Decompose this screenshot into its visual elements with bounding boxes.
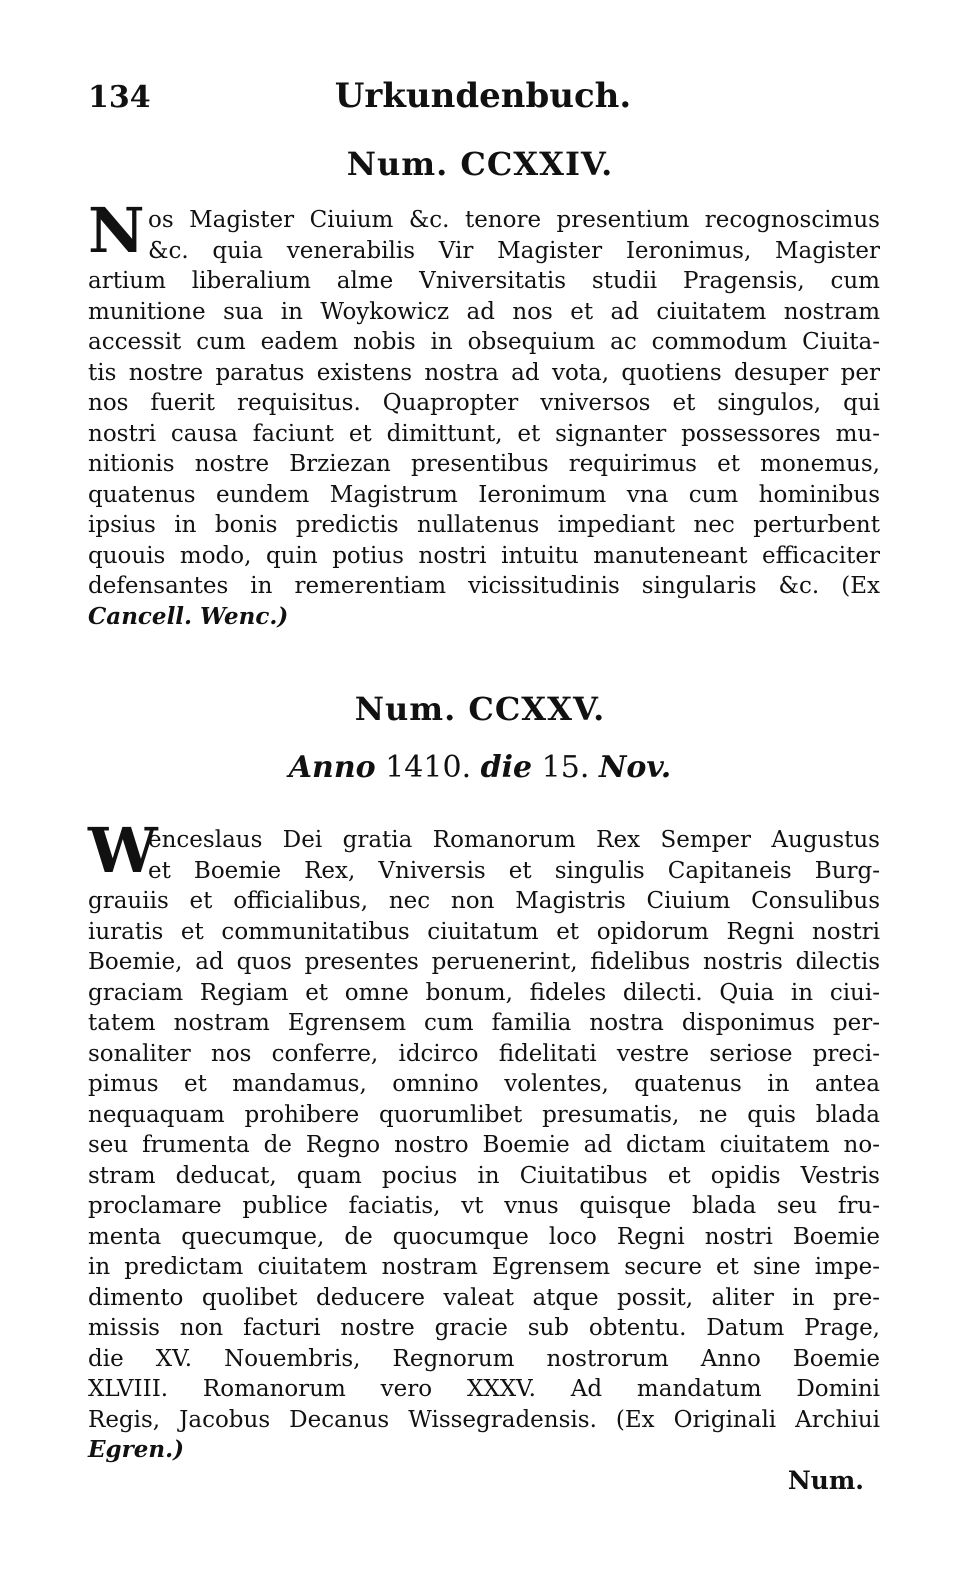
text-line: nitionis nostre Brziezan presentibus requirimus et monemus, [88, 451, 880, 477]
text-line: nequaquam prohibere quorumlibet presumatis, ne quis blada [88, 1101, 880, 1128]
text-line: proclamare publice faciatis, vt vnus quisque blada seu fru- [88, 1193, 880, 1219]
catchword: Num. [787, 1466, 864, 1495]
text-line: os Magister Ciuium &c. tenore presentium recognoscimus [148, 207, 880, 233]
text-line: stram deducat, quam pocius in Ciuitatibus et opidis Vestris [88, 1162, 880, 1189]
text-line: die XV. Nouembris, Regnorum nostrorum Anno Boemie [88, 1345, 880, 1372]
text-line: quatenus eundem Magistrum Ieronimum vna cum hominibus [88, 481, 880, 508]
text-line: dimento quolibet deducere valeat atque possit, aliter in pre- [88, 1284, 880, 1311]
text-line: Regis, Jacobus Decanus Wissegradensis. (Ex Originali Archiui [88, 1406, 880, 1433]
text-line: sonaliter nos conferre, idcirco fidelitati vestre seriose preci- [88, 1040, 880, 1067]
date-year: 1410. [385, 750, 472, 785]
date-anno: Anno [288, 750, 376, 785]
text-line: XLVIII. Romanorum vero XXXV. Ad mandatum Domini [88, 1376, 880, 1402]
source-citation: Cancell. Wenc.) [88, 602, 289, 630]
text-line: tatem nostram Egrensem cum familia nostra disponimus per- [88, 1010, 880, 1036]
drop-cap-initial: N [88, 194, 145, 267]
source-citation: Egren.) [88, 1436, 184, 1463]
page-number: 134 [88, 80, 151, 115]
page-header [88, 72, 878, 132]
text-line: artium liberalium alme Vniversitatis studii Pragensis, cum [88, 268, 880, 294]
text-line: tis nostre paratus existens nostra ad vota, quotiens desuper per [88, 359, 880, 386]
text-line: menta quecumque, de quocumque loco Regni nostri Boemie [88, 1223, 880, 1250]
document-text-ccxxv [88, 825, 880, 1466]
text-line: et Boemie Rex, Vniversis et singulis Capitaneis Burg- [148, 857, 880, 884]
text-line: ipsius in bonis predictis nullatenus impediant nec perturbent [88, 512, 880, 538]
text-line: munitione sua in Woykowicz ad nos et ad ciuitatem nostram [88, 298, 880, 325]
text-line: seu frumenta de Regno nostro Boemie ad dictam ciuitatem no- [88, 1132, 880, 1158]
text-line: &c. quia venerabilis Vir Magister Ieronimus, Magister [148, 237, 880, 264]
document-heading-ccxxv: Num. CCXXV. [354, 690, 606, 728]
text-line: defensantes in remerentiam vicissitudinis singularis &c. (Ex [88, 573, 880, 599]
document-text-ccxxiv [88, 205, 880, 632]
text-line: pimus et mandamus, omnino volentes, quatenus in antea [88, 1071, 880, 1097]
text-line: grauiis et officialibus, nec non Magistris Ciuium Consulibus [88, 888, 880, 914]
drop-cap-initial: W [88, 814, 158, 887]
text-line: Boemie, ad quos presentes peruenerint, fidelibus nostris dilectis [88, 949, 880, 975]
text-line: graciam Regiam et omne bonum, fideles dilecti. Quia in ciui- [88, 979, 880, 1006]
text-line: in predictam ciuitatem nostram Egrensem secure et sine impe- [88, 1254, 880, 1280]
date-die: die [480, 750, 533, 785]
date-day: 15. [541, 750, 590, 785]
text-line: nostri causa faciunt et dimittunt, et signanter possessores mu- [88, 420, 880, 447]
document-date [0, 750, 960, 785]
text-line: iuratis et communitatibus ciuitatum et opidorum Regni nostri [88, 918, 880, 945]
date-month: Nov. [598, 750, 672, 785]
text-line: missis non facturi nostre gracie sub obtentu. Datum Prage, [88, 1315, 880, 1341]
running-title: Urkundenbuch. [334, 76, 632, 116]
text-line: enceslaus Dei gratia Romanorum Rex Semper Augustus [148, 827, 880, 853]
text-line: quouis modo, quin potius nostri intuitu manuteneant efficaciter [88, 542, 880, 569]
document-heading-ccxxiv: Num. CCXXIV. [346, 145, 614, 183]
text-line: accessit cum eadem nobis in obsequium ac commodum Ciuita- [88, 329, 880, 355]
text-line: nos fuerit requisitus. Quapropter vniversos et singulos, qui [88, 390, 880, 416]
